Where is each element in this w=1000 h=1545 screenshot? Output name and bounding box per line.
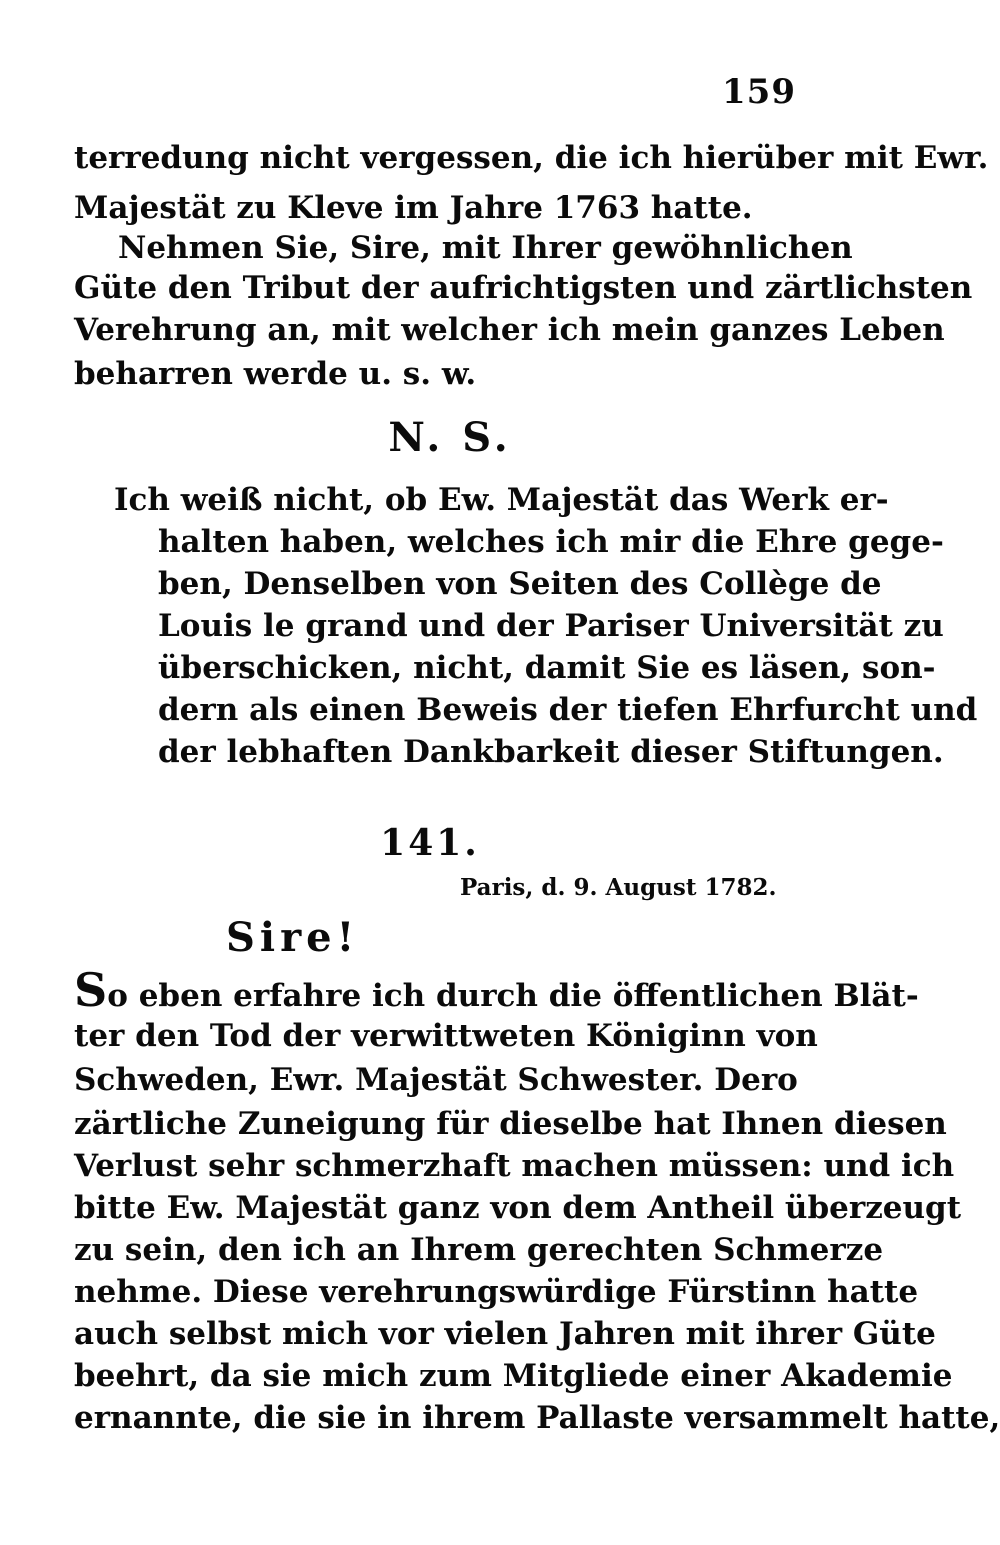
letter-line: Schweden, Ewr. Majestät Schwester. Dero <box>74 1062 798 1098</box>
letter-number: 141. <box>380 822 480 864</box>
postscript-line: halten haben, welches ich mir die Ehre gege- <box>158 524 944 560</box>
text-line: terredung nicht vergessen, die ich hierüber mit Ewr. <box>74 140 989 176</box>
text-line: Nehmen Sie, Sire, mit Ihrer gewöhnlichen <box>118 230 853 266</box>
drop-cap: S <box>74 963 108 1017</box>
letter-line: bitte Ew. Majestät ganz von dem Antheil überzeugt <box>74 1190 962 1226</box>
page-number: 159 <box>722 72 796 112</box>
text-line: Güte den Tribut der aufrichtigsten und zärtlichsten <box>74 270 973 306</box>
text-line: Majestät zu Kleve im Jahre 1763 hatte. <box>74 190 753 226</box>
letter-line: zärtliche Zuneigung für dieselbe hat Ihnen diesen <box>74 1106 947 1142</box>
dateline: Paris, d. 9. August 1782. <box>460 874 777 901</box>
letter-line: beehrt, da sie mich zum Mitgliede einer Akademie <box>74 1358 953 1394</box>
letter-line: Verlust sehr schmerzhaft machen müssen: und ich <box>74 1148 955 1184</box>
postscript-line: ben, Denselben von Seiten des Collège de <box>158 566 882 602</box>
letter-first-line <box>74 963 919 1017</box>
letter-line: ter den Tod der verwittweten Königinn von <box>74 1018 818 1054</box>
postscript-line: Ich weiß nicht, ob Ew. Majestät das Werk er- <box>114 482 889 518</box>
salutation: Sire! <box>226 914 360 961</box>
letter-line: nehme. Diese verehrungswürdige Fürstinn hatte <box>74 1274 919 1310</box>
text-line: Verehrung an, mit welcher ich mein ganzes Leben <box>74 312 945 348</box>
letter-line-text: o eben erfahre ich durch die öffentlichen Blät- <box>107 978 919 1014</box>
text-line: beharren werde u. s. w. <box>74 356 477 392</box>
postscript-heading: N. S. <box>388 414 512 461</box>
postscript-line: Louis le grand und der Pariser Universität zu <box>158 608 944 644</box>
letter-line: auch selbst mich vor vielen Jahren mit ihrer Güte <box>74 1316 936 1352</box>
postscript-line: der lebhaften Dankbarkeit dieser Stiftungen. <box>158 734 944 770</box>
letter-line: zu sein, den ich an Ihrem gerechten Schmerze <box>74 1232 884 1268</box>
letter-line: ernannte, die sie in ihrem Pallaste versammelt hatte, <box>74 1400 1000 1436</box>
postscript-line: überschicken, nicht, damit Sie es läsen, son- <box>158 650 936 686</box>
postscript-line: dern als einen Beweis der tiefen Ehrfurcht und <box>158 692 978 728</box>
